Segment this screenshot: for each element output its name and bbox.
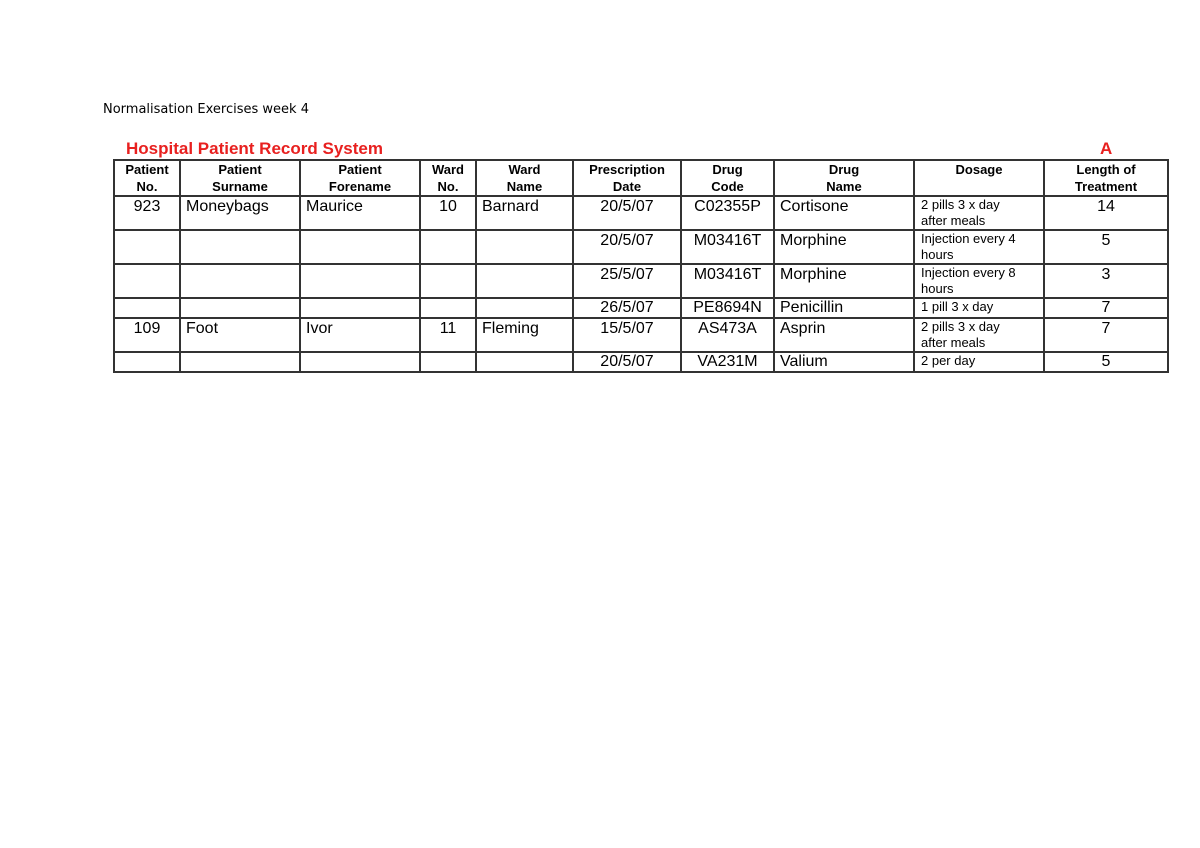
table-header-row [114,160,1168,196]
cell-ward-no [420,264,476,298]
cell-drug-name: Morphine [774,230,914,264]
cell-drug-name: Valium [774,352,914,372]
cell-surname [180,298,300,318]
cell-drug-code: AS473A [681,318,774,352]
cell-patient-no: 923 [114,196,180,230]
cell-drug-code: C02355P [681,196,774,230]
table-row [114,230,1168,264]
cell-patient-no [114,230,180,264]
cell-length: 5 [1044,352,1168,372]
cell-ward-name: Fleming [476,318,573,352]
cell-surname [180,352,300,372]
cell-drug-code: M03416T [681,264,774,298]
cell-drug-name: Penicillin [774,298,914,318]
header-ward-name: Ward Name [476,160,573,196]
cell-dosage: Injection every 4 hours [914,230,1044,264]
record-label: A [1100,139,1113,158]
cell-length: 5 [1044,230,1168,264]
cell-drug-code: PE8694N [681,298,774,318]
header-dosage: Dosage [914,160,1044,196]
cell-patient-no: 109 [114,318,180,352]
cell-patient-no [114,264,180,298]
cell-ward-no [420,352,476,372]
cell-length: 14 [1044,196,1168,230]
cell-ward-no: 10 [420,196,476,230]
cell-drug-code: M03416T [681,230,774,264]
header-ward-no: Ward No. [420,160,476,196]
cell-date: 20/5/07 [573,196,681,230]
cell-length: 3 [1044,264,1168,298]
cell-dosage: Injection every 8 hours [914,264,1044,298]
cell-drug-code: VA231M [681,352,774,372]
document-header: Normalisation Exercises week 4 [103,102,309,117]
header-patient-surname: Patient Surname [180,160,300,196]
header-drug-code: Drug Code [681,160,774,196]
cell-ward-no: 11 [420,318,476,352]
record-system-title: Hospital Patient Record System [126,139,383,158]
header-prescription-date: Prescription Date [573,160,681,196]
cell-date: 25/5/07 [573,264,681,298]
cell-ward-name: Barnard [476,196,573,230]
cell-forename [300,298,420,318]
cell-length: 7 [1044,318,1168,352]
cell-forename: Ivor [300,318,420,352]
header-patient-forename: Patient Forename [300,160,420,196]
cell-ward-name [476,352,573,372]
cell-date: 20/5/07 [573,352,681,372]
cell-dosage: 2 pills 3 x day after meals [914,196,1044,230]
table-row [114,318,1168,352]
cell-drug-name: Asprin [774,318,914,352]
table-row [114,298,1168,318]
patient-record-table [113,159,1169,373]
header-patient-no: Patient No. [114,160,180,196]
cell-ward-name [476,298,573,318]
cell-dosage: 2 pills 3 x day after meals [914,318,1044,352]
cell-dosage: 1 pill 3 x day [914,298,1044,318]
cell-patient-no [114,298,180,318]
cell-date: 15/5/07 [573,318,681,352]
cell-surname [180,264,300,298]
cell-surname: Moneybags [180,196,300,230]
cell-surname: Foot [180,318,300,352]
cell-date: 20/5/07 [573,230,681,264]
cell-forename [300,352,420,372]
table-row [114,352,1168,372]
cell-ward-name [476,230,573,264]
table-row [114,264,1168,298]
cell-ward-no [420,230,476,264]
table-row [114,196,1168,230]
cell-forename: Maurice [300,196,420,230]
cell-surname [180,230,300,264]
cell-ward-no [420,298,476,318]
cell-forename [300,264,420,298]
cell-length: 7 [1044,298,1168,318]
cell-ward-name [476,264,573,298]
cell-drug-name: Morphine [774,264,914,298]
cell-dosage: 2 per day [914,352,1044,372]
cell-forename [300,230,420,264]
header-drug-name: Drug Name [774,160,914,196]
cell-drug-name: Cortisone [774,196,914,230]
cell-patient-no [114,352,180,372]
cell-date: 26/5/07 [573,298,681,318]
header-length-of-treatment: Length of Treatment [1044,160,1168,196]
